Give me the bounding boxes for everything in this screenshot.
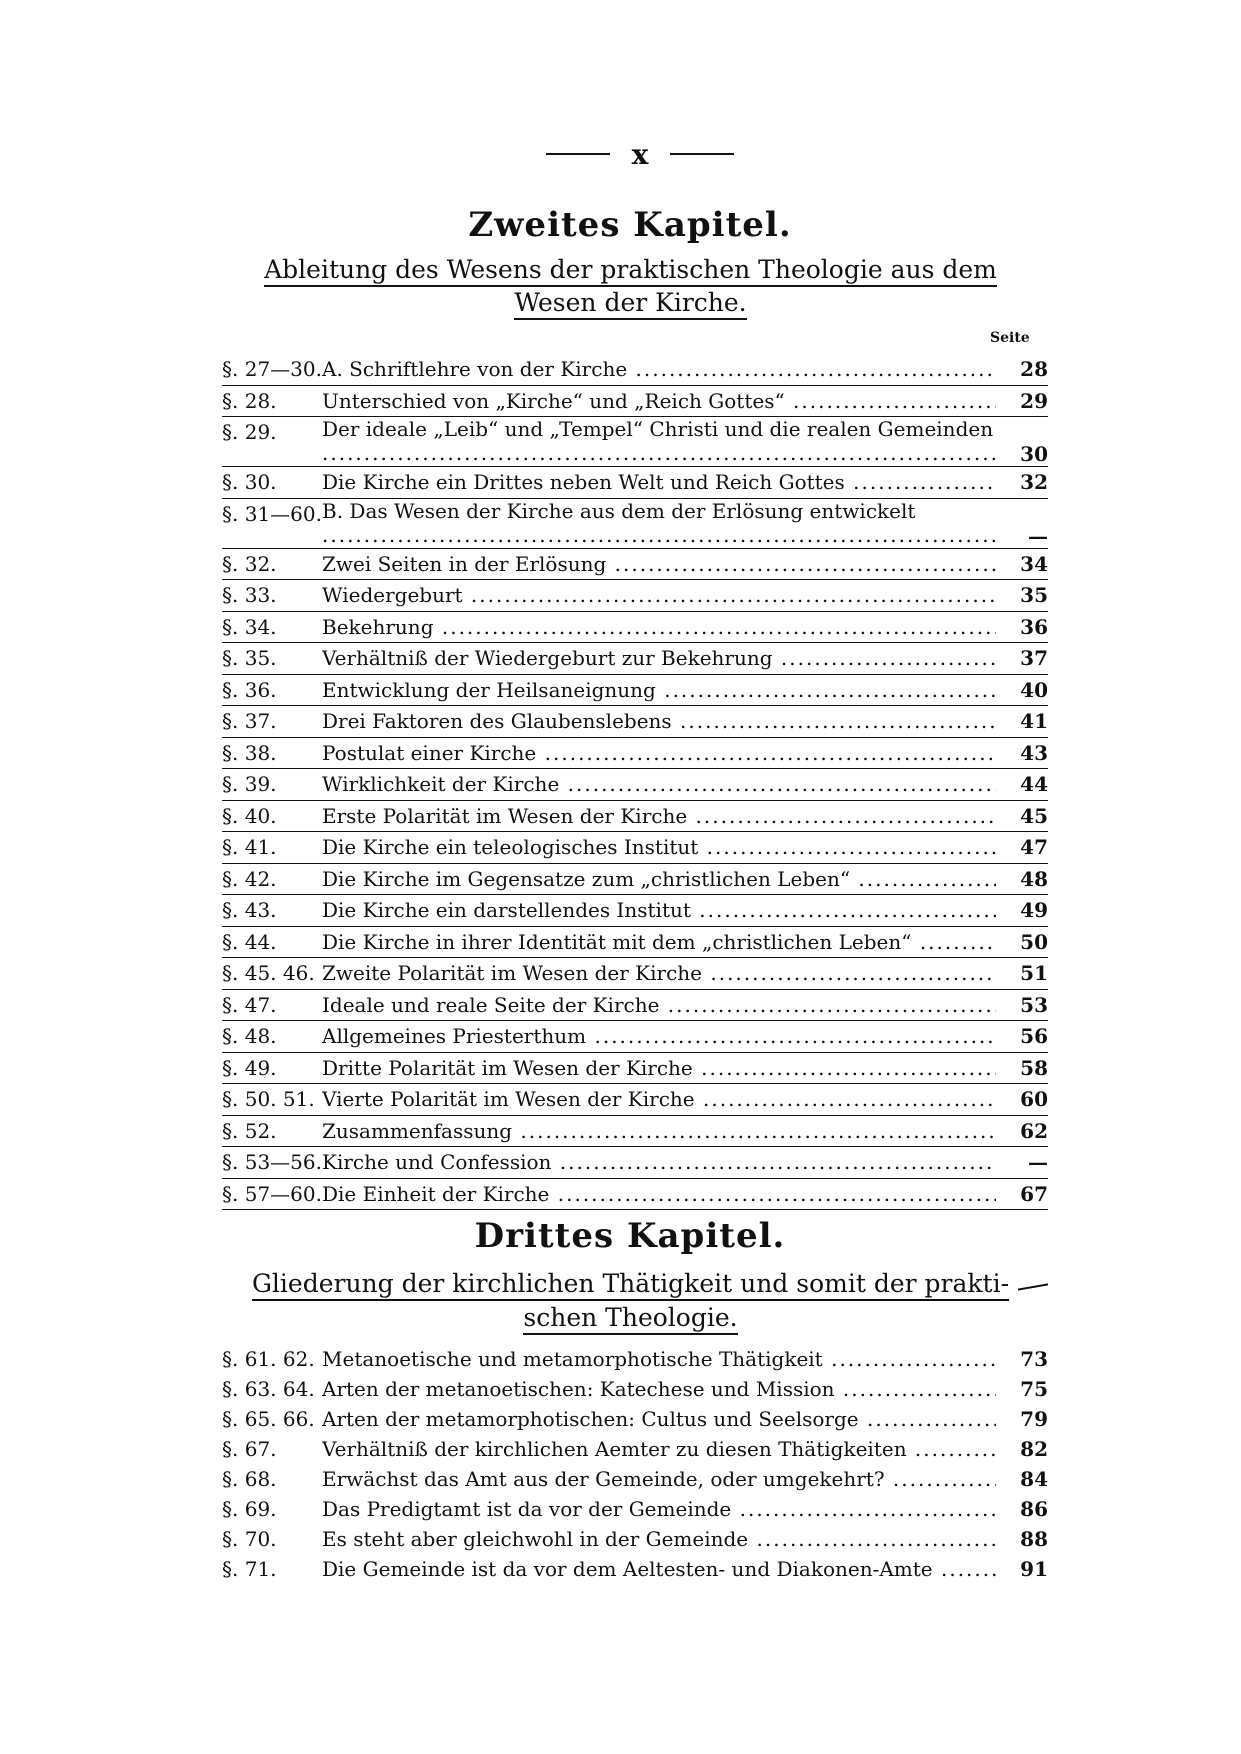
- toc-section: §. 70.: [222, 1527, 277, 1551]
- toc-entry: [222, 1147, 1048, 1179]
- toc-section: §. 52.: [222, 1118, 277, 1143]
- toc-title: Entwicklung der Heilsaneignung .....: [322, 675, 996, 705]
- toc-page: 75: [1020, 1377, 1048, 1401]
- toc-entry: [222, 1179, 1048, 1211]
- toc-page: 82: [1020, 1437, 1048, 1461]
- toc-page: 58: [1020, 1055, 1048, 1080]
- toc-title: Erste Polarität im Wesen der Kirche .....: [322, 801, 996, 831]
- toc-page: 67: [1020, 1181, 1048, 1206]
- toc-title: Wiedergeburt .....: [322, 580, 996, 610]
- toc-entry: [222, 643, 1048, 675]
- toc-page: —: [1028, 1150, 1048, 1174]
- toc-section: §. 27—30.: [222, 357, 322, 381]
- toc-page: 32: [1020, 470, 1048, 494]
- toc-section: §. 61. 62.: [222, 1347, 315, 1371]
- toc-page: 43: [1020, 740, 1048, 765]
- toc-page: 50: [1020, 929, 1048, 954]
- toc-title: Wirklichkeit der Kirche .....: [322, 769, 996, 799]
- toc-entry: [222, 1374, 1048, 1404]
- toc-entry: [222, 1404, 1048, 1434]
- toc-entry: [222, 1021, 1048, 1053]
- toc-section: §. 43.: [222, 898, 277, 922]
- chapter-3-subtitle-line-1: Gliederung der kirchlichen Thätigkeit und somit der prakti-: [228, 1268, 1033, 1300]
- toc-section: §. 28.: [222, 388, 277, 413]
- chapter-3-subtitle-line-2: schen Theologie.: [228, 1302, 1033, 1334]
- toc-entry: [222, 675, 1048, 707]
- toc-section: §. 34.: [222, 614, 277, 639]
- toc-section: §. 69.: [222, 1497, 277, 1521]
- toc-entry: [222, 354, 1048, 386]
- toc-entry: [222, 580, 1048, 612]
- toc-entry: [222, 864, 1048, 896]
- toc-entry: [222, 832, 1048, 864]
- toc-entry: [222, 1116, 1048, 1148]
- toc-title: Bekehrung .....: [322, 612, 996, 642]
- toc-entry: [222, 927, 1048, 959]
- toc-section: §. 45. 46.: [222, 961, 315, 985]
- toc-entry: [222, 1434, 1048, 1464]
- toc-title: Verhältniß der Wiedergeburt zur Bekehrung .....: [322, 643, 996, 673]
- page-column-header: Seite: [990, 330, 1030, 346]
- toc-page: 44: [1020, 772, 1048, 796]
- toc-page: 37: [1020, 646, 1048, 670]
- toc-entry: [222, 1053, 1048, 1085]
- toc-section: §. 67.: [222, 1437, 277, 1461]
- toc-page: 40: [1020, 677, 1048, 702]
- toc-section: §. 33.: [222, 583, 277, 607]
- toc-chapter-3: [222, 1344, 1048, 1584]
- toc-title: Zusammenfassung .....: [322, 1116, 996, 1146]
- toc-page: 30: [1020, 442, 1048, 466]
- toc-title: Erwächst das Amt aus der Gemeinde, oder umgekehrt? .....: [322, 1464, 996, 1494]
- chapter-2-subtitle-line-2: Wesen der Kirche.: [228, 287, 1033, 319]
- toc-page: 60: [1020, 1087, 1048, 1111]
- toc-title: Vierte Polarität im Wesen der Kirche .....: [322, 1084, 996, 1114]
- chapter-2-subtitle-line-1: Ableitung des Wesens der praktischen Theologie aus dem: [228, 254, 1033, 286]
- header-rule-right: [670, 153, 734, 155]
- toc-page: 56: [1020, 1024, 1048, 1048]
- toc-title: Metanoetische und metamorphotische Thätigkeit .....: [322, 1344, 996, 1374]
- toc-page: 48: [1020, 866, 1048, 891]
- toc-section: §. 32.: [222, 551, 277, 576]
- toc-title: B. Das Wesen der Kirche aus dem der Erlösung entwickelt .....: [322, 499, 996, 547]
- toc-section: §. 31—60.: [222, 501, 322, 526]
- toc-section: §. 48.: [222, 1024, 277, 1048]
- toc-title: Die Kirche ein darstellendes Institut .....: [322, 895, 996, 925]
- toc-section: §. 40.: [222, 803, 277, 828]
- toc-page: 29: [1020, 388, 1048, 413]
- chapter-3-heading: Drittes Kapitel.: [474, 1216, 786, 1256]
- toc-entry: [222, 612, 1048, 644]
- toc-entry: [222, 706, 1048, 738]
- toc-page: 91: [1020, 1557, 1048, 1581]
- toc-section: §. 50. 51.: [222, 1087, 315, 1111]
- toc-title: Kirche und Confession .....: [322, 1147, 996, 1177]
- toc-section: §. 42.: [222, 866, 277, 891]
- toc-title: Dritte Polarität im Wesen der Kirche .....: [322, 1053, 996, 1083]
- toc-title: Das Predigtamt ist da vor der Gemeinde .....: [322, 1494, 996, 1524]
- toc-title: Die Kirche im Gegensatze zum „christlichen Leben“ .....: [322, 864, 996, 894]
- toc-section: §. 41.: [222, 835, 277, 859]
- toc-section: §. 39.: [222, 772, 277, 796]
- toc-page: 36: [1020, 614, 1048, 639]
- toc-title: Die Kirche ein Drittes neben Welt und Reich Gottes .....: [322, 467, 996, 497]
- toc-entry: [222, 990, 1048, 1022]
- toc-entry: [222, 958, 1048, 990]
- toc-section: §. 65. 66.: [222, 1407, 315, 1431]
- toc-page: 34: [1020, 551, 1048, 576]
- toc-entry: [222, 738, 1048, 770]
- toc-title: Es steht aber gleichwohl in der Gemeinde .....: [322, 1524, 996, 1554]
- toc-section: §. 71.: [222, 1557, 277, 1581]
- toc-section: §. 38.: [222, 740, 277, 765]
- header-rule-left: [546, 153, 610, 155]
- toc-entry: [222, 1464, 1048, 1494]
- toc-title: Postulat einer Kirche .....: [322, 738, 996, 768]
- toc-entry: [222, 769, 1048, 801]
- toc-entry: [222, 801, 1048, 833]
- chapter-2-heading: Zweites Kapitel.: [468, 205, 792, 245]
- toc-section: §. 36.: [222, 677, 277, 702]
- toc-entry: [222, 1524, 1048, 1554]
- toc-title: Die Kirche ein teleologisches Institut .....: [322, 832, 996, 862]
- toc-section: §. 35.: [222, 646, 277, 670]
- toc-title: Arten der metanoetischen: Katechese und Mission .....: [322, 1374, 996, 1404]
- toc-entry: [222, 417, 1048, 467]
- toc-section: §. 30.: [222, 470, 277, 494]
- toc-title: Zweite Polarität im Wesen der Kirche .....: [322, 958, 996, 988]
- toc-section: §. 63. 64.: [222, 1377, 315, 1401]
- toc-entry: [222, 467, 1048, 499]
- toc-page: 79: [1020, 1407, 1048, 1431]
- toc-entry: [222, 1344, 1048, 1374]
- toc-section: §. 49.: [222, 1055, 277, 1080]
- toc-page: 28: [1020, 357, 1048, 381]
- toc-title: Der ideale „Leib“ und „Tempel“ Christi und die realen Gemeinden .....: [322, 417, 996, 465]
- page-number: x: [631, 137, 649, 171]
- toc-title: Arten der metamorphotischen: Cultus und Seelsorge .....: [322, 1404, 996, 1434]
- toc-entry: [222, 549, 1048, 581]
- toc-title: Die Gemeinde ist da vor dem Aeltesten- und Diakonen-Amte .....: [322, 1554, 996, 1584]
- toc-page: 62: [1020, 1118, 1048, 1143]
- toc-page: 47: [1020, 835, 1048, 859]
- toc-page: —: [1028, 523, 1048, 548]
- toc-page: 53: [1020, 992, 1048, 1017]
- toc-entry: [222, 499, 1048, 549]
- toc-title: Ideale und reale Seite der Kirche .....: [322, 990, 996, 1020]
- toc-title: Die Einheit der Kirche .....: [322, 1179, 996, 1209]
- toc-page: 35: [1020, 583, 1048, 607]
- toc-entry: [222, 1494, 1048, 1524]
- toc-section: §. 57—60.: [222, 1181, 322, 1206]
- toc-entry: [222, 895, 1048, 927]
- toc-section: §. 53—56.: [222, 1150, 322, 1174]
- toc-chapter-2: [222, 354, 1048, 1210]
- toc-title: Die Kirche in ihrer Identität mit dem „christlichen Leben“ .....: [322, 927, 996, 957]
- toc-page: 88: [1020, 1527, 1048, 1551]
- toc-section: §. 68.: [222, 1467, 277, 1491]
- toc-page: 86: [1020, 1497, 1048, 1521]
- toc-entry: [222, 1554, 1048, 1584]
- toc-title: Allgemeines Priesterthum .....: [322, 1021, 996, 1051]
- toc-title: Unterschied von „Kirche“ und „Reich Gottes“ .....: [322, 386, 996, 416]
- toc-section: §. 37.: [222, 709, 277, 733]
- toc-title: Verhältniß der kirchlichen Aemter zu diesen Thätigkeiten .....: [322, 1434, 996, 1464]
- toc-section: §. 44.: [222, 929, 277, 954]
- toc-page: 49: [1020, 898, 1048, 922]
- page-header: [520, 134, 760, 174]
- toc-page: 41: [1020, 709, 1048, 733]
- toc-title: Drei Faktoren des Glaubenslebens .....: [322, 706, 996, 736]
- toc-entry: [222, 386, 1048, 418]
- toc-title: Zwei Seiten in der Erlösung .....: [322, 549, 996, 579]
- toc-entry: [222, 1084, 1048, 1116]
- toc-section: §. 47.: [222, 992, 277, 1017]
- toc-page: 73: [1020, 1347, 1048, 1371]
- toc-page: 84: [1020, 1467, 1048, 1491]
- toc-section: §. 29.: [222, 420, 277, 444]
- toc-page: 51: [1020, 961, 1048, 985]
- toc-page: 45: [1020, 803, 1048, 828]
- toc-title: A. Schriftlehre von der Kirche .....: [322, 354, 996, 384]
